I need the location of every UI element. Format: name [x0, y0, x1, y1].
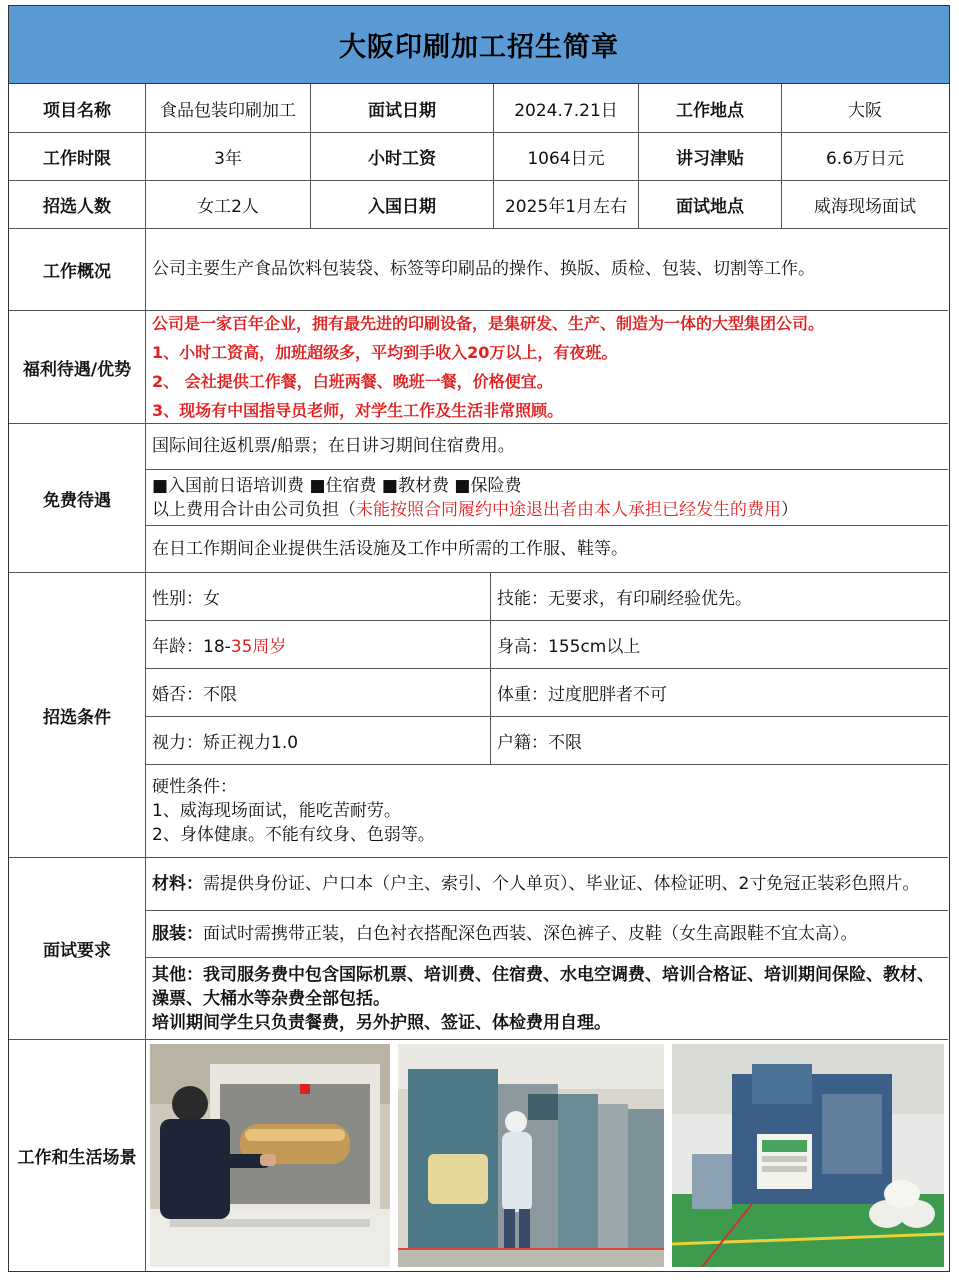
- free-line-3: [152, 498, 942, 522]
- benefits-label: 福利待遇/优势: [9, 311, 146, 424]
- cond-weight-text: 体重：过度肥胖者不可: [497, 685, 667, 705]
- benefit-line-1: 1、小时工资高，加班超级多，平均到手收入20万以上，有夜班。: [152, 343, 618, 362]
- cond-hard-title: 硬性条件：: [152, 777, 237, 797]
- benefits-cell: [146, 311, 948, 424]
- scene-photo-press: [398, 1044, 664, 1267]
- dress-text: 面试时需携带正装，白色衬衣搭配深色西装、深色裤子、皮鞋（女生高跟鞋不宜太高）。: [203, 923, 858, 944]
- cond-hukou: [491, 717, 948, 765]
- interview-date-value: 2024.7.21日: [494, 84, 639, 133]
- free-line-1: 国际间往返机票/船票；在日讲习期间住宿费用。: [152, 436, 515, 456]
- recruitment-sheet: [8, 5, 950, 1272]
- cond-hard-2: 2、身体健康。不能有纹身、色弱等。: [152, 825, 435, 845]
- cond-vision-text: 视力：矫正视力1.0: [152, 733, 299, 753]
- project-label: 项目名称: [9, 84, 146, 133]
- benefit-line-3: 3、现场有中国指导员老师，对学生工作及生活非常照顾。: [152, 401, 564, 420]
- scenes-label: 工作和生活场景: [9, 1040, 146, 1271]
- hourly-wage-label: 小时工资: [311, 133, 494, 181]
- allowance-label: 讲习津贴: [639, 133, 782, 181]
- other-key: 其他：: [152, 964, 203, 985]
- cond-vision: [146, 717, 491, 765]
- term-value: 3年: [146, 133, 311, 181]
- free-line-3-prefix: 以上费用合计由公司负担（: [152, 499, 356, 520]
- overview-label: 工作概况: [9, 229, 146, 311]
- cond-skill-text: 技能：无要求，有印刷经验优先。: [497, 589, 752, 609]
- interview-materials: [146, 858, 948, 911]
- materials-key: 材料：: [152, 874, 203, 894]
- free-label: 免费待遇: [9, 424, 146, 573]
- cond-age: [146, 621, 491, 669]
- free-line-2: ■入国前日语培训费 ■住宿费 ■教材费 ■保险费: [152, 475, 522, 496]
- interview-place-value: 威海现场面试: [782, 181, 948, 229]
- page-title: 大阪印刷加工招生简章: [9, 6, 949, 84]
- cond-marital: [146, 669, 491, 717]
- free-line-4: 在日工作期间企业提供生活设施及工作中所需的工作服、鞋等。: [152, 538, 628, 559]
- overview-text: 公司主要生产食品饮料包装袋、标签等印刷品的操作、换版、质检、包装、切割等工作。: [152, 259, 815, 279]
- benefit-line-2: 2、 会社提供工作餐，白班两餐、晚班一餐，价格便宜。: [152, 372, 553, 391]
- scene-photo-factory: [672, 1044, 944, 1267]
- cond-skill: [491, 573, 948, 621]
- interview-place-label: 面试地点: [639, 181, 782, 229]
- interview-other: [146, 958, 948, 1040]
- cond-gender: [146, 573, 491, 621]
- cond-hard-1: 1、威海现场面试，能吃苦耐劳。: [152, 801, 401, 821]
- other-text: 我司服务费中包含国际机票、培训费、住宿费、水电空调费、培训合格证、培训期间保险、教材、澡票、大桶水等杂费全部包括。: [152, 964, 934, 1009]
- scene-photo-worker: [150, 1044, 390, 1267]
- interview-dress: [146, 911, 948, 958]
- scenes-cell: [146, 1040, 948, 1271]
- cond-age-red: 35周岁: [230, 637, 287, 657]
- free-cell-2: [146, 470, 948, 526]
- dress-key: 服装：: [152, 923, 203, 944]
- cond-age-prefix: 年龄：18-: [152, 637, 231, 657]
- free-line-3-suffix: ）: [781, 499, 798, 520]
- cond-hukou-text: 户籍：不限: [497, 733, 582, 753]
- cond-weight: [491, 669, 948, 717]
- conditions-label: 招选条件: [9, 573, 146, 858]
- count-label: 招选人数: [9, 181, 146, 229]
- cond-height: [491, 621, 948, 669]
- entry-date-value: 2025年1月左右: [494, 181, 639, 229]
- overview-cell: [146, 229, 948, 311]
- cond-height-text: 身高：155cm以上: [497, 637, 641, 657]
- term-label: 工作时限: [9, 133, 146, 181]
- interview-date-label: 面试日期: [311, 84, 494, 133]
- other-text-2: 培训期间学生只负责餐费，另外护照、签证、体检费用自理。: [152, 1012, 611, 1033]
- count-value: 女工2人: [146, 181, 311, 229]
- benefit-line-intro: 公司是一家百年企业，拥有最先进的印刷设备，是集研发、生产、制造为一体的大型集团公司。: [152, 314, 825, 333]
- cond-gender-text: 性别：女: [152, 589, 220, 609]
- free-cell-1: [146, 424, 948, 470]
- free-cell-3: [146, 526, 948, 573]
- work-place-label: 工作地点: [639, 84, 782, 133]
- free-line-3-red: 未能按照合同履约中途退出者由本人承担已经发生的费用: [356, 499, 781, 520]
- allowance-value: 6.6万日元: [782, 133, 948, 181]
- cond-hard: [146, 765, 948, 858]
- materials-text: 需提供身份证、户口本（户主、索引、个人单页）、毕业证、体检证明、2寸免冠正装彩色照片。: [203, 874, 920, 894]
- hourly-wage-value: 1064日元: [494, 133, 639, 181]
- project-value: 食品包装印刷加工: [146, 84, 311, 133]
- work-place-value: 大阪: [782, 84, 948, 133]
- entry-date-label: 入国日期: [311, 181, 494, 229]
- interview-label: 面试要求: [9, 858, 146, 1040]
- cond-marital-text: 婚否：不限: [152, 685, 237, 705]
